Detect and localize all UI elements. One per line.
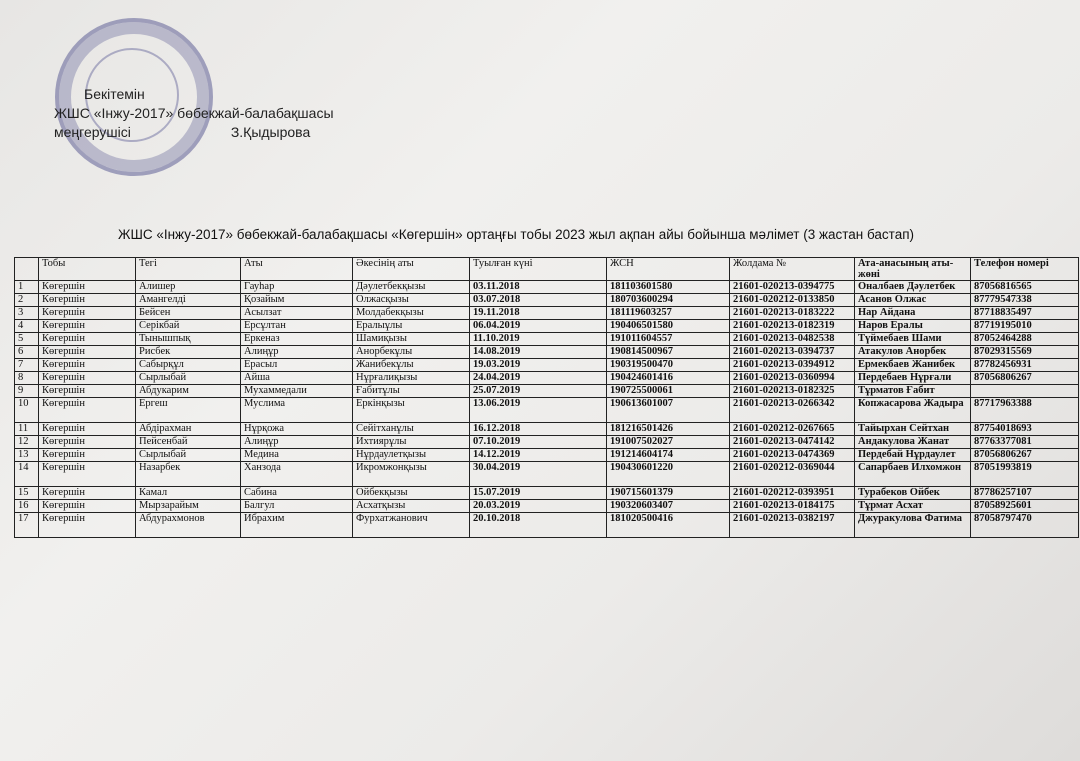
referral-number-cell: 21601-020212-0369044 [730, 462, 855, 487]
table-row [15, 513, 1079, 538]
surname-cell: Алишер [136, 281, 241, 294]
parent-name-cell: Наров Ералы [855, 320, 971, 333]
first-name-cell: Сабина [241, 487, 353, 500]
surname-cell: Сырлыбай [136, 449, 241, 462]
surname-cell: Абдукарим [136, 385, 241, 398]
first-name-cell: Медина [241, 449, 353, 462]
iin-cell: 181020500416 [607, 513, 730, 538]
first-name-cell: Еркеназ [241, 333, 353, 346]
patronymic-cell: Шамиқызы [353, 333, 470, 346]
table-row [15, 307, 1079, 320]
approval-signatory [54, 123, 334, 142]
referral-number-cell: 21601-020213-0182325 [730, 385, 855, 398]
first-name-cell: Айша [241, 372, 353, 385]
referral-number-cell: 21601-020213-0482538 [730, 333, 855, 346]
parent-name-cell: Атакулов Анорбек [855, 346, 971, 359]
row-number-cell: 1 [15, 281, 39, 294]
table-row [15, 449, 1079, 462]
surname-cell: Мырзарайым [136, 500, 241, 513]
phone-number-cell: 87718835497 [971, 307, 1079, 320]
referral-number-cell: 21601-020213-0382197 [730, 513, 855, 538]
surname-cell: Бейсен [136, 307, 241, 320]
phone-number-cell: 87782456931 [971, 359, 1079, 372]
table-row [15, 423, 1079, 436]
iin-cell: 191011604557 [607, 333, 730, 346]
group-cell: Көгершін [39, 449, 136, 462]
parent-name-cell: Пердебаев Нұрғали [855, 372, 971, 385]
iin-cell: 190814500967 [607, 346, 730, 359]
birth-date-cell: 14.08.2019 [470, 346, 607, 359]
table-header-row [15, 258, 1079, 281]
phone-number-cell: 87056816565 [971, 281, 1079, 294]
patronymic-cell: Ғабитұлы [353, 385, 470, 398]
phone-number-cell: 87056806267 [971, 372, 1079, 385]
birth-date-cell: 07.10.2019 [470, 436, 607, 449]
group-cell: Көгершін [39, 398, 136, 423]
row-number-cell: 4 [15, 320, 39, 333]
row-number-cell: 15 [15, 487, 39, 500]
iin-cell: 190406501580 [607, 320, 730, 333]
referral-number-cell: 21601-020213-0394912 [730, 359, 855, 372]
patronymic-cell: Ойбекқызы [353, 487, 470, 500]
row-number-cell: 6 [15, 346, 39, 359]
referral-number-cell: 21601-020213-0182319 [730, 320, 855, 333]
group-cell: Көгершін [39, 385, 136, 398]
birth-date-cell: 13.06.2019 [470, 398, 607, 423]
table-row [15, 500, 1079, 513]
surname-cell: Сабырқұл [136, 359, 241, 372]
iin-cell: 190424601416 [607, 372, 730, 385]
patronymic-cell: Олжасқызы [353, 294, 470, 307]
approval-organization: ЖШС «Інжу-2017» бөбекжай-балабақшасы [54, 105, 334, 121]
referral-number-cell: 21601-020212-0393951 [730, 487, 855, 500]
birth-date-cell: 30.04.2019 [470, 462, 607, 487]
group-cell: Көгершін [39, 513, 136, 538]
table-row [15, 346, 1079, 359]
first-name-cell: Ерасыл [241, 359, 353, 372]
first-name-cell: Қозайым [241, 294, 353, 307]
row-number-cell: 12 [15, 436, 39, 449]
table-row [15, 398, 1079, 423]
iin-cell: 190319500470 [607, 359, 730, 372]
birth-date-cell: 03.11.2018 [470, 281, 607, 294]
table-row [15, 333, 1079, 346]
surname-cell: Абдірахман [136, 423, 241, 436]
birth-date-cell: 24.04.2019 [470, 372, 607, 385]
header-number [15, 258, 39, 281]
table-row [15, 359, 1079, 372]
group-cell: Көгершін [39, 436, 136, 449]
approval-name: З.Қыдырова [230, 124, 311, 140]
phone-number-cell: 87029315569 [971, 346, 1079, 359]
row-number-cell: 10 [15, 398, 39, 423]
header-patronymic: Әкесінің аты [353, 258, 470, 281]
phone-number-cell: 87056806267 [971, 449, 1079, 462]
iin-cell: 191007502027 [607, 436, 730, 449]
patronymic-cell: Жанибекұлы [353, 359, 470, 372]
birth-date-cell: 19.03.2019 [470, 359, 607, 372]
row-number-cell: 8 [15, 372, 39, 385]
birth-date-cell: 19.11.2018 [470, 307, 607, 320]
parent-name-cell: Асанов Олжас [855, 294, 971, 307]
document-title: ЖШС «Інжу-2017» бөбекжай-балабақшасы «Көгершін» ортаңғы тобы 2023 жыл ақпан айы бойынша мәлімет (3 жастан бастап) [118, 227, 915, 242]
iin-cell: 190320603407 [607, 500, 730, 513]
birth-date-cell: 20.10.2018 [470, 513, 607, 538]
first-name-cell: Ханзода [241, 462, 353, 487]
patronymic-cell: Фурхатжанович [353, 513, 470, 538]
patronymic-cell: Молдабекқызы [353, 307, 470, 320]
referral-number-cell: 21601-020213-0394737 [730, 346, 855, 359]
surname-cell: Серікбай [136, 320, 241, 333]
phone-number-cell: 87717963388 [971, 398, 1079, 423]
parent-name-cell: Турабеков Ойбек [855, 487, 971, 500]
phone-number-cell: 87754018693 [971, 423, 1079, 436]
table-row [15, 462, 1079, 487]
birth-date-cell: 14.12.2019 [470, 449, 607, 462]
iin-cell: 190725500061 [607, 385, 730, 398]
row-number-cell: 17 [15, 513, 39, 538]
approval-heading: Бекітемін [84, 86, 145, 102]
surname-cell: Сырлыбай [136, 372, 241, 385]
iin-cell: 190715601379 [607, 487, 730, 500]
iin-cell: 180703600294 [607, 294, 730, 307]
group-cell: Көгершін [39, 423, 136, 436]
children-table [14, 257, 1079, 538]
group-cell: Көгершін [39, 359, 136, 372]
first-name-cell: Балгул [241, 500, 353, 513]
birth-date-cell: 06.04.2019 [470, 320, 607, 333]
birth-date-cell: 20.03.2019 [470, 500, 607, 513]
row-number-cell: 7 [15, 359, 39, 372]
phone-number-cell: 87786257107 [971, 487, 1079, 500]
approval-block [54, 85, 334, 142]
parent-name-cell: Тұрмат Асхат [855, 500, 971, 513]
first-name-cell: Ерсұлтан [241, 320, 353, 333]
header-iin: ЖСН [607, 258, 730, 281]
phone-number-cell [971, 385, 1079, 398]
phone-number-cell: 87058925601 [971, 500, 1079, 513]
header-surname: Тегі [136, 258, 241, 281]
iin-cell: 181216501426 [607, 423, 730, 436]
header-parent: Ата-анасының аты-жөні [855, 258, 971, 281]
patronymic-cell: Ихтиярұлы [353, 436, 470, 449]
approval-role: меңгерушісі [54, 124, 131, 140]
referral-number-cell: 21601-020213-0183222 [730, 307, 855, 320]
row-number-cell: 3 [15, 307, 39, 320]
birth-date-cell: 16.12.2018 [470, 423, 607, 436]
row-number-cell: 9 [15, 385, 39, 398]
group-cell: Көгершін [39, 500, 136, 513]
birth-date-cell: 15.07.2019 [470, 487, 607, 500]
phone-number-cell: 87052464288 [971, 333, 1079, 346]
table-row [15, 320, 1079, 333]
patronymic-cell: Ералыұлы [353, 320, 470, 333]
group-cell: Көгершін [39, 333, 136, 346]
phone-number-cell: 87051993819 [971, 462, 1079, 487]
row-number-cell: 5 [15, 333, 39, 346]
phone-number-cell: 87779547338 [971, 294, 1079, 307]
referral-number-cell: 21601-020213-0474369 [730, 449, 855, 462]
row-number-cell: 14 [15, 462, 39, 487]
table-row [15, 294, 1079, 307]
row-number-cell: 16 [15, 500, 39, 513]
surname-cell: Камал [136, 487, 241, 500]
table-row [15, 281, 1079, 294]
patronymic-cell: Дәулетбекқызы [353, 281, 470, 294]
group-cell: Көгершін [39, 487, 136, 500]
phone-number-cell: 87058797470 [971, 513, 1079, 538]
iin-cell: 190430601220 [607, 462, 730, 487]
iin-cell: 181119603257 [607, 307, 730, 320]
parent-name-cell: Түймебаев Шами [855, 333, 971, 346]
patronymic-cell: Нұрдаулетқызы [353, 449, 470, 462]
parent-name-cell: Андакулова Жанат [855, 436, 971, 449]
birth-date-cell: 25.07.2019 [470, 385, 607, 398]
surname-cell: Назарбек [136, 462, 241, 487]
group-cell: Көгершін [39, 372, 136, 385]
phone-number-cell: 87763377081 [971, 436, 1079, 449]
parent-name-cell: Пердебай Нұрдаулет [855, 449, 971, 462]
group-cell: Көгершін [39, 346, 136, 359]
group-cell: Көгершін [39, 307, 136, 320]
patronymic-cell: Асхатқызы [353, 500, 470, 513]
parent-name-cell: Ермекбаев Жанибек [855, 359, 971, 372]
phone-number-cell: 87719195010 [971, 320, 1079, 333]
first-name-cell: Муслима [241, 398, 353, 423]
header-phone: Телефон номері [971, 258, 1079, 281]
parent-name-cell: Нар Айдана [855, 307, 971, 320]
header-referral: Жолдама № [730, 258, 855, 281]
parent-name-cell: Оналбаев Дәулетбек [855, 281, 971, 294]
group-cell: Көгершін [39, 294, 136, 307]
referral-number-cell: 21601-020213-0394775 [730, 281, 855, 294]
group-cell: Көгершін [39, 462, 136, 487]
table-row [15, 385, 1079, 398]
row-number-cell: 13 [15, 449, 39, 462]
header-group: Тобы [39, 258, 136, 281]
referral-number-cell: 21601-020213-0360994 [730, 372, 855, 385]
parent-name-cell: Джуракулова Фатима [855, 513, 971, 538]
surname-cell: Абдурахмонов [136, 513, 241, 538]
table-row [15, 487, 1079, 500]
referral-number-cell: 21601-020212-0267665 [730, 423, 855, 436]
first-name-cell: Асылзат [241, 307, 353, 320]
referral-number-cell: 21601-020213-0184175 [730, 500, 855, 513]
header-name: Аты [241, 258, 353, 281]
referral-number-cell: 21601-020213-0474142 [730, 436, 855, 449]
patronymic-cell: Анорбекұлы [353, 346, 470, 359]
parent-name-cell: Копжасарова Жадыра [855, 398, 971, 423]
iin-cell: 191214604174 [607, 449, 730, 462]
surname-cell: Рисбек [136, 346, 241, 359]
birth-date-cell: 11.10.2019 [470, 333, 607, 346]
first-name-cell: Ибрахим [241, 513, 353, 538]
referral-number-cell: 21601-020212-0133850 [730, 294, 855, 307]
iin-cell: 190613601007 [607, 398, 730, 423]
group-cell: Көгершін [39, 281, 136, 294]
patronymic-cell: Еркінқызы [353, 398, 470, 423]
patronymic-cell: Сейітханұлы [353, 423, 470, 436]
surname-cell: Тынышпық [136, 333, 241, 346]
surname-cell: Амангелді [136, 294, 241, 307]
parent-name-cell: Тайырхан Сейтхан [855, 423, 971, 436]
referral-number-cell: 21601-020213-0266342 [730, 398, 855, 423]
first-name-cell: Алиңұр [241, 436, 353, 449]
row-number-cell: 2 [15, 294, 39, 307]
parent-name-cell: Тұрматов Ғабит [855, 385, 971, 398]
group-cell: Көгершін [39, 320, 136, 333]
parent-name-cell: Сапарбаев Илхомжон [855, 462, 971, 487]
patronymic-cell: Икромжонқызы [353, 462, 470, 487]
table-row [15, 436, 1079, 449]
iin-cell: 181103601580 [607, 281, 730, 294]
birth-date-cell: 03.07.2018 [470, 294, 607, 307]
first-name-cell: Нұрқожа [241, 423, 353, 436]
table-row [15, 372, 1079, 385]
surname-cell: Пейсенбай [136, 436, 241, 449]
patronymic-cell: Нұрғалиқызы [353, 372, 470, 385]
first-name-cell: Гауһар [241, 281, 353, 294]
header-birth-date: Туылған күні [470, 258, 607, 281]
surname-cell: Ергеш [136, 398, 241, 423]
row-number-cell: 11 [15, 423, 39, 436]
first-name-cell: Мухаммедали [241, 385, 353, 398]
first-name-cell: Алиңұр [241, 346, 353, 359]
